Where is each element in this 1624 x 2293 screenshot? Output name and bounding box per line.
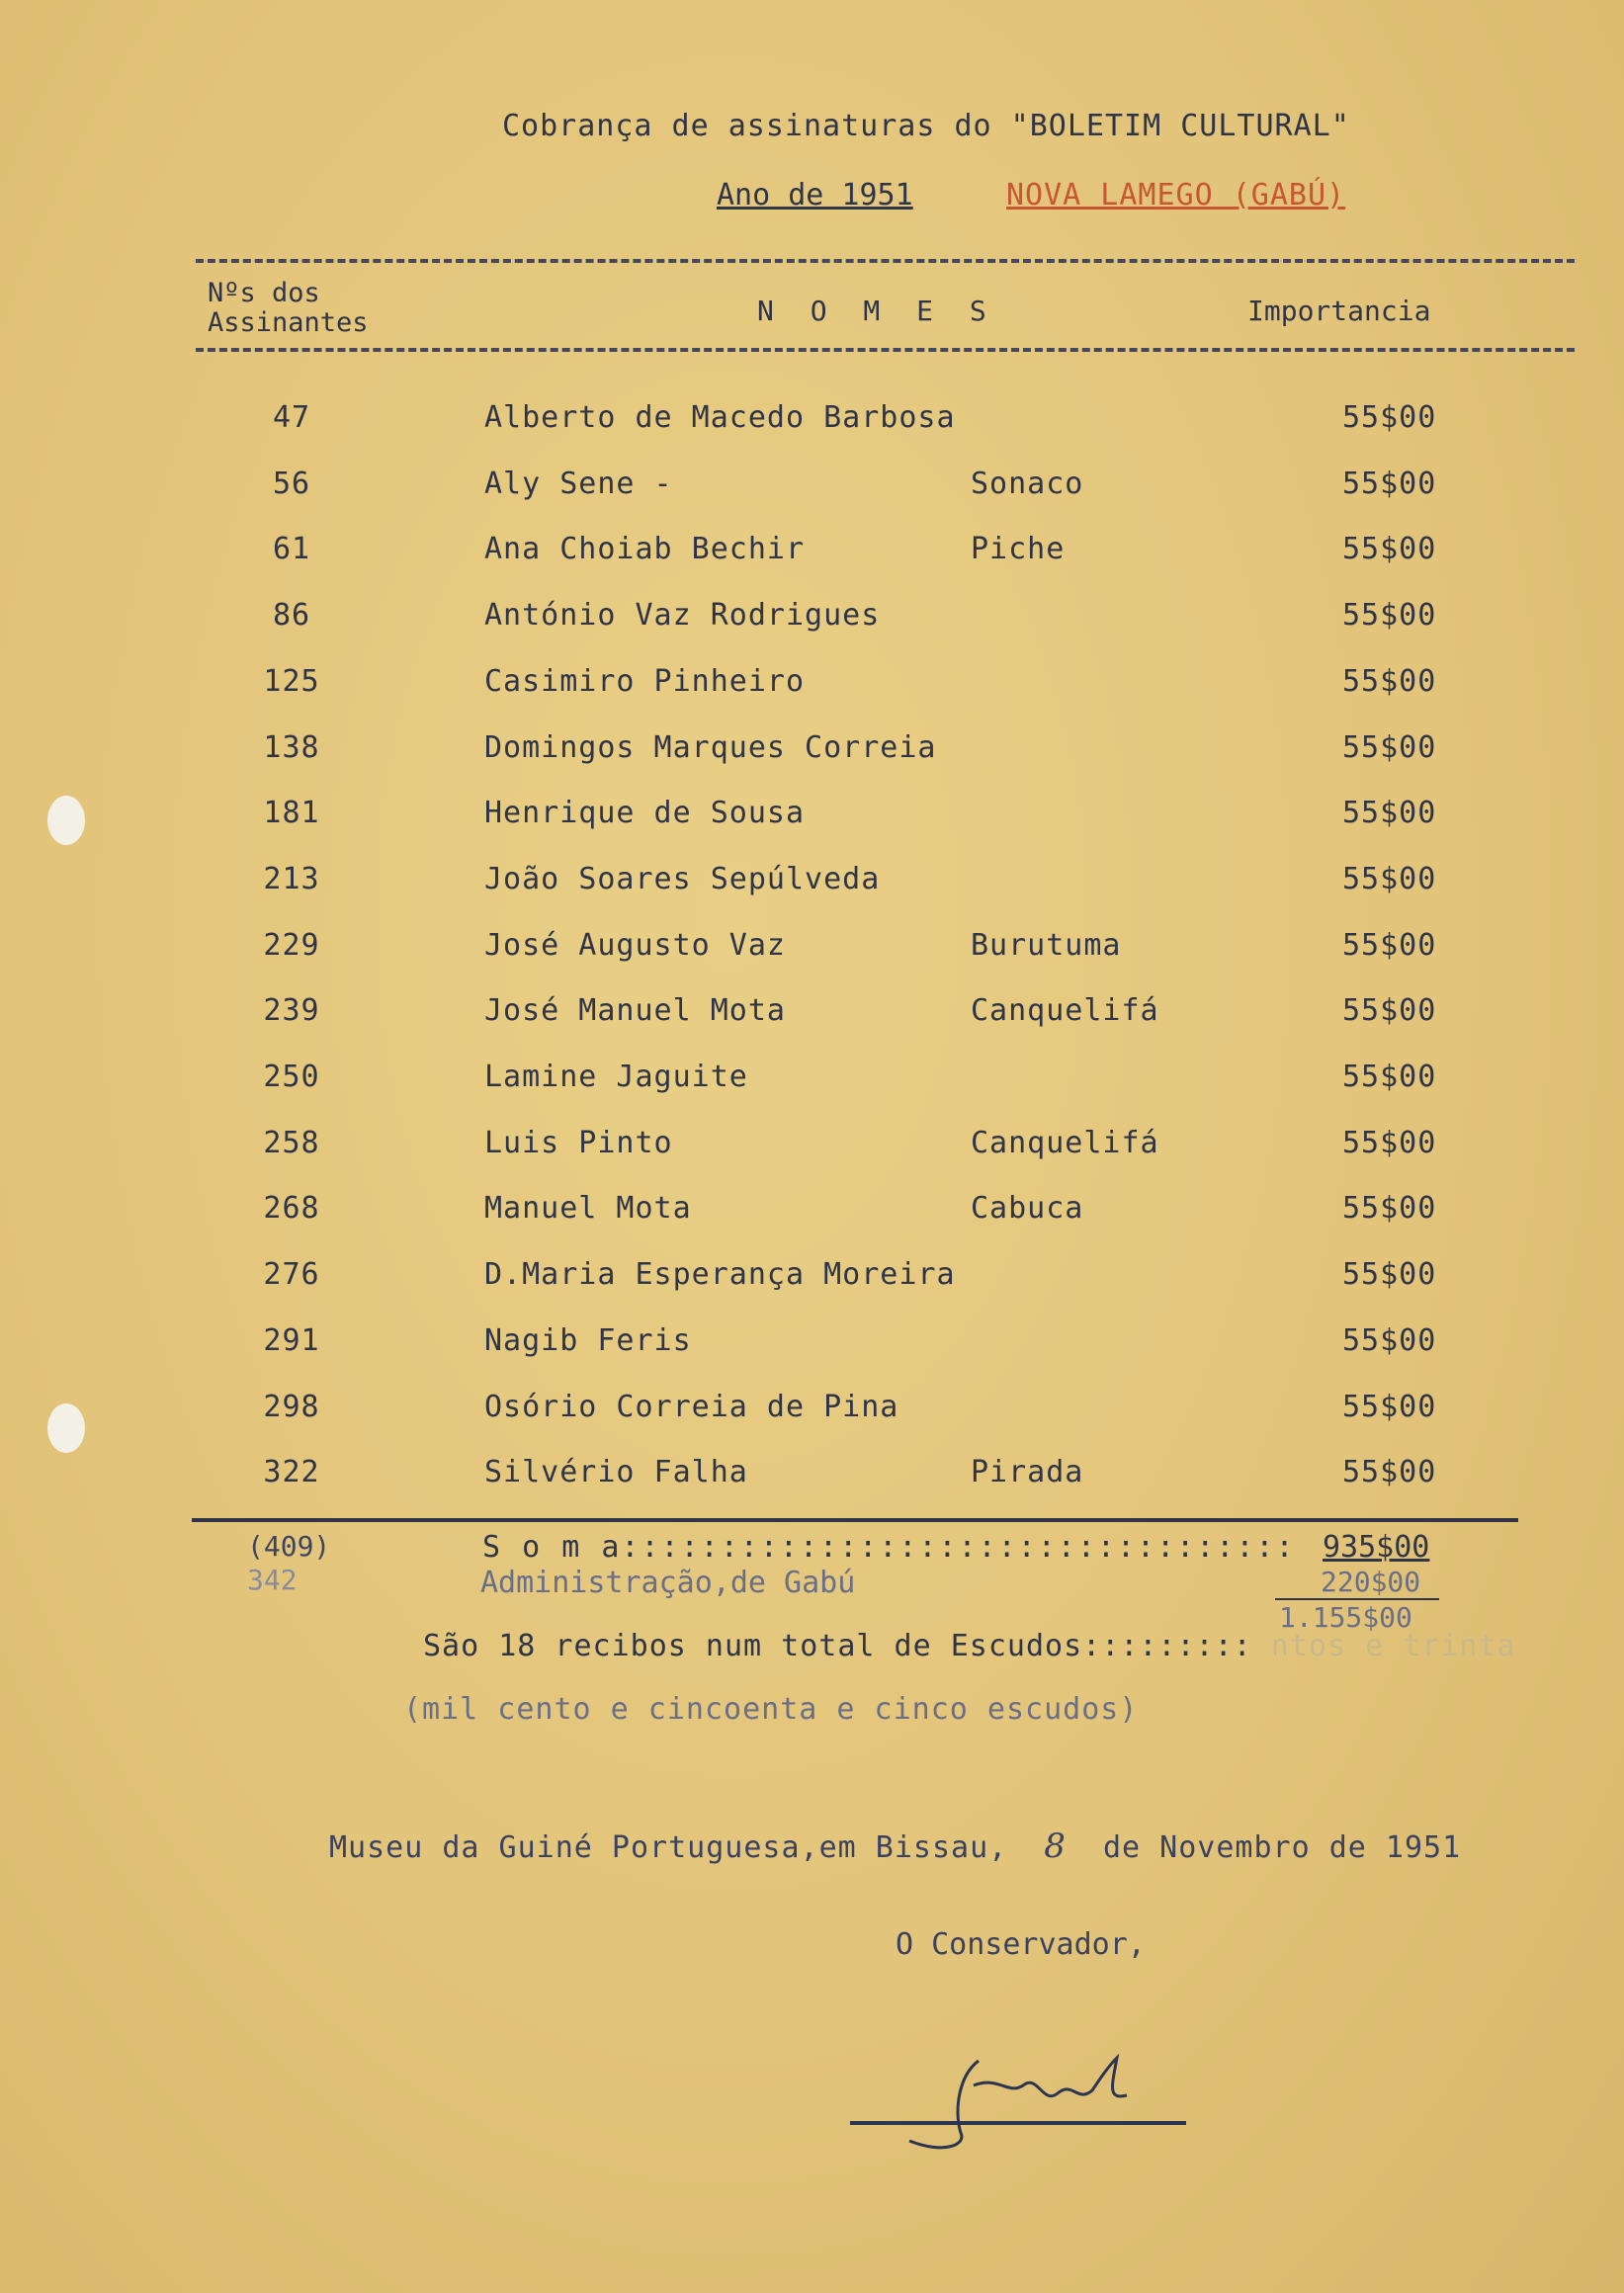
table-row bbox=[0, 862, 1624, 921]
row-amount: 55$00 bbox=[1342, 1389, 1437, 1424]
recibos-text: São 18 recibos num total de Escudos::::::::: bbox=[423, 1629, 1252, 1663]
table-row bbox=[0, 928, 1624, 987]
row-place: Pirada bbox=[971, 1455, 1084, 1490]
row-name: Casimiro Pinheiro bbox=[484, 663, 806, 699]
admin-amount: 220$00 bbox=[1321, 1566, 1421, 1598]
row-amount: 55$00 bbox=[1342, 1125, 1437, 1160]
row-place: Canquelifá bbox=[971, 1125, 1159, 1160]
row-amount: 55$00 bbox=[1342, 993, 1437, 1029]
table-row bbox=[0, 1191, 1624, 1250]
row-amount: 55$00 bbox=[1342, 466, 1437, 501]
row-amount: 55$00 bbox=[1342, 729, 1437, 765]
row-name: Osório Correia de Pina bbox=[484, 1389, 899, 1424]
row-number: 276 bbox=[263, 1257, 320, 1293]
admin-number: 342 bbox=[247, 1564, 298, 1596]
row-name: António Vaz Rodrigues bbox=[484, 598, 881, 634]
row-name: Manuel Mota bbox=[484, 1191, 692, 1227]
row-amount: 55$00 bbox=[1342, 400, 1437, 435]
row-name: Aly Sene - bbox=[484, 466, 673, 501]
recibos-faded-text: ntos e trinta bbox=[1270, 1629, 1516, 1663]
row-number: 181 bbox=[263, 796, 320, 831]
grand-total: 1.155$00 bbox=[1279, 1601, 1412, 1634]
row-amount: 55$00 bbox=[1342, 796, 1437, 831]
struck-number: (409) bbox=[247, 1530, 331, 1563]
table-row bbox=[0, 796, 1624, 855]
table-row bbox=[0, 993, 1624, 1053]
row-name: José Manuel Mota bbox=[484, 993, 786, 1029]
row-place: Burutuma bbox=[971, 927, 1122, 963]
row-number: 322 bbox=[263, 1455, 320, 1490]
row-amount: 55$00 bbox=[1342, 532, 1437, 567]
soma-amount: 935$00 bbox=[1323, 1530, 1430, 1565]
row-name: Domingos Marques Correia bbox=[484, 729, 937, 765]
row-name: Ana Choiab Bechir bbox=[484, 532, 806, 567]
dateline-suffix: de Novembro de 1951 bbox=[1102, 1830, 1462, 1865]
row-number: 56 bbox=[272, 466, 311, 501]
table-row bbox=[0, 467, 1624, 526]
row-name: Henrique de Sousa bbox=[484, 796, 806, 831]
row-name: Luis Pinto bbox=[484, 1125, 673, 1160]
header-bottom-rule bbox=[196, 348, 1575, 352]
row-number: 250 bbox=[263, 1060, 320, 1094]
row-number: 291 bbox=[263, 1322, 320, 1358]
row-number: 239 bbox=[263, 993, 320, 1029]
row-amount: 55$00 bbox=[1342, 663, 1437, 699]
soma-label: S o m a:::::::::::::::::::::::::::::::::: bbox=[482, 1530, 1296, 1565]
table-row bbox=[0, 1455, 1624, 1514]
row-amount: 55$00 bbox=[1342, 1257, 1437, 1293]
row-place: Cabuca bbox=[971, 1191, 1084, 1227]
row-number: 258 bbox=[263, 1125, 320, 1160]
table-row bbox=[0, 1323, 1624, 1383]
row-place: Piche bbox=[971, 532, 1066, 567]
row-place: Sonaco bbox=[971, 466, 1084, 501]
row-number: 61 bbox=[272, 532, 311, 567]
row-name: Alberto de Macedo Barbosa bbox=[484, 400, 956, 435]
row-amount: 55$00 bbox=[1342, 598, 1437, 634]
row-amount: 55$00 bbox=[1342, 1191, 1437, 1227]
recibos-line bbox=[423, 1629, 1516, 1663]
signatory-title: O Conservador, bbox=[896, 1927, 1146, 1962]
table-row bbox=[0, 1390, 1624, 1449]
row-number: 268 bbox=[263, 1191, 320, 1227]
dateline bbox=[329, 1826, 1461, 1866]
row-name: Nagib Feris bbox=[484, 1322, 692, 1358]
totals-rule bbox=[192, 1518, 1518, 1522]
row-name: Silvério Falha bbox=[484, 1455, 748, 1490]
row-number: 298 bbox=[263, 1389, 320, 1424]
row-amount: 55$00 bbox=[1342, 861, 1437, 896]
table-row bbox=[0, 532, 1624, 591]
table-row bbox=[0, 400, 1624, 460]
header-top-rule bbox=[196, 259, 1575, 263]
column-header-names: N O M E S bbox=[757, 295, 996, 327]
document-place: NOVA LAMEGO (GABÚ) bbox=[1006, 178, 1346, 212]
column-header-number: Nºs dos Assinantes bbox=[208, 278, 369, 338]
row-amount: 55$00 bbox=[1342, 1322, 1437, 1358]
row-number: 213 bbox=[263, 861, 320, 896]
document-year: Ano de 1951 bbox=[717, 178, 913, 212]
total-rule bbox=[1275, 1598, 1439, 1600]
table-row bbox=[0, 598, 1624, 657]
table-row bbox=[0, 730, 1624, 790]
admin-label: Administração,de Gabú bbox=[480, 1566, 856, 1600]
row-place: Canquelifá bbox=[971, 993, 1159, 1029]
row-amount: 55$00 bbox=[1342, 1455, 1437, 1490]
row-name: José Augusto Vaz bbox=[484, 927, 786, 963]
row-name: Lamine Jaguite bbox=[484, 1060, 748, 1094]
row-number: 229 bbox=[263, 927, 320, 963]
row-amount: 55$00 bbox=[1342, 927, 1437, 963]
row-number: 86 bbox=[272, 598, 311, 634]
table-row bbox=[0, 1126, 1624, 1185]
document-title: Cobrança de assinaturas do "BOLETIM CULTURAL" bbox=[502, 109, 1350, 143]
dateline-prefix: Museu da Guiné Portuguesa,em Bissau, bbox=[329, 1830, 1008, 1865]
table-row bbox=[0, 664, 1624, 723]
table-row bbox=[0, 1060, 1624, 1119]
table-row bbox=[0, 1257, 1624, 1316]
row-number: 138 bbox=[263, 729, 320, 765]
amount-in-words: (mil cento e cincoenta e cinco escudos) bbox=[403, 1692, 1139, 1727]
row-number: 47 bbox=[272, 400, 311, 435]
row-number: 125 bbox=[263, 663, 320, 699]
signature-image bbox=[850, 2016, 1196, 2165]
row-name: João Soares Sepúlveda bbox=[484, 861, 881, 896]
column-header-amount: Importancia bbox=[1247, 295, 1431, 327]
row-amount: 55$00 bbox=[1342, 1060, 1437, 1094]
row-name: D.Maria Esperança Moreira bbox=[484, 1257, 956, 1293]
dateline-day: 8 bbox=[1044, 1826, 1067, 1866]
